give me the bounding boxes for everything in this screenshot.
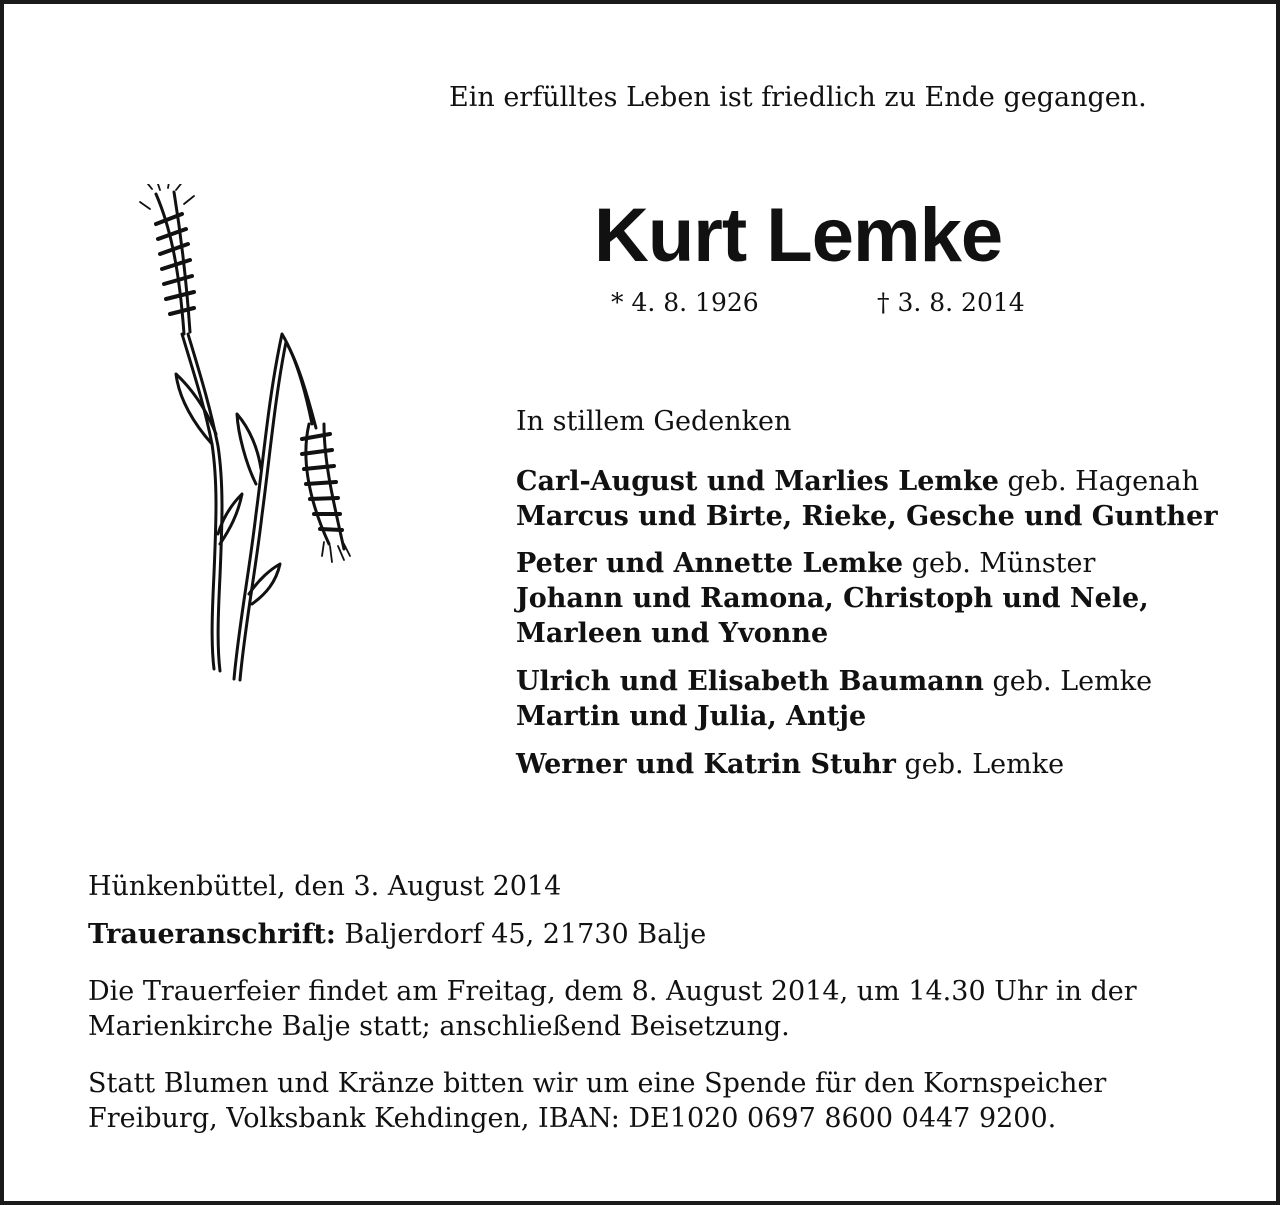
family-children: Martin und Julia, Antje [516,701,867,732]
deceased-name: Kurt Lemke [594,193,1003,278]
family-maiden-name: geb. Münster [903,548,1096,579]
family-main: Peter und Annette Lemke [516,548,904,579]
service-line: Die Trauerfeier findet am Freitag, dem 8. August 2014, um 14.30 Uhr in der [88,976,1137,1007]
place-date: Hünkenbüttel, den 3. August 2014 [88,871,562,902]
family-maiden-name: geb. Hagenah [998,466,1199,497]
wheat-ears-icon [134,184,364,684]
family-children: Marcus und Birte, Rieke, Gesche und Gunther [516,501,1218,532]
family-group-4 [516,747,1236,782]
mourning-address [88,917,1228,952]
birth-date: * 4. 8. 1926 [611,288,759,317]
motto-text: Ein erfülltes Leben ist friedlich zu Ende gegangen. [449,82,1147,113]
family-group-1 [516,464,1236,534]
donation-info [88,1066,1228,1136]
death-date: † 3. 8. 2014 [877,288,1025,317]
family-group-2 [516,546,1236,651]
donation-line: Statt Blumen und Kränze bitten wir um eine Spende für den Kornspeicher [88,1068,1107,1099]
family-main: Ulrich und Elisabeth Baumann [516,666,984,697]
family-main: Werner und Katrin Stuhr [516,749,896,780]
family-children: Johann und Ramona, Christoph und Nele, [516,583,1149,614]
memory-line: In stillem Gedenken [516,406,792,437]
family-children: Marleen und Yvonne [516,618,829,649]
family-maiden-name: geb. Lemke [983,666,1153,697]
service-line: Marienkirche Balje statt; anschließend Beisetzung. [88,1011,790,1042]
donation-line: Freiburg, Volksbank Kehdingen, IBAN: DE1020 0697 8600 0447 9200. [88,1103,1057,1134]
family-group-3 [516,664,1236,734]
address-value: Baljerdorf 45, 21730 Balje [335,919,707,950]
address-label: Traueranschrift: [88,919,336,950]
funeral-service-info [88,974,1228,1044]
family-main: Carl-August und Marlies Lemke [516,466,999,497]
family-maiden-name: geb. Lemke [895,749,1065,780]
